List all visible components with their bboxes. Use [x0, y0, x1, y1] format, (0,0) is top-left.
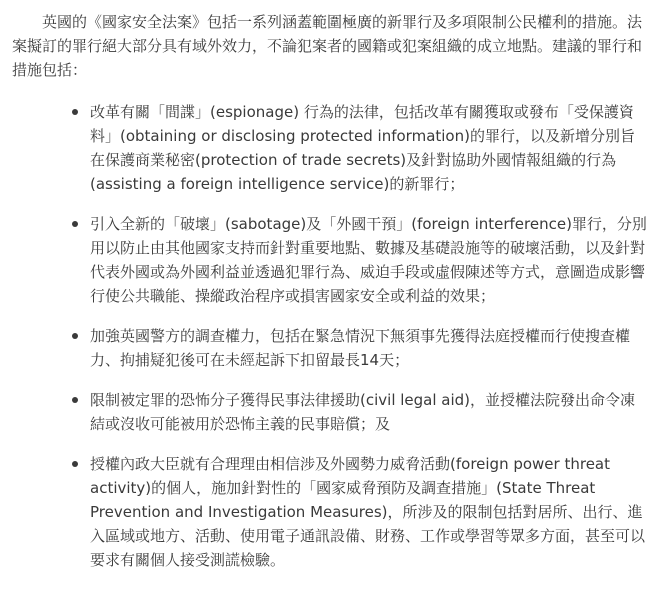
list-item-text: 授權內政大臣就有合理理由相信涉及外國勢力威脅活動(foreign power threat activity)的個人，施加針對性的「國家威脅預防及調查措施」(State Threat Prevention and Investigation Measures)，所涉及的限制包括對居所、出行、進入區域或地方、活動、使用電子通訊設備、財務、工作或學習等眾多方面，甚至可以要求有關個人接受測謊檢驗。 — [90, 455, 646, 569]
list-item — [90, 324, 648, 372]
list-item — [90, 212, 648, 308]
bullet-icon — [72, 109, 78, 115]
list-item-text: 限制被定罪的恐怖分子獲得民事法律援助(civil legal aid)，並授權法院發出命令凍結或沒收可能被用於恐怖主義的民事賠償；及 — [90, 391, 636, 433]
bullet-icon — [72, 333, 78, 339]
bullet-icon — [72, 397, 78, 403]
list-item-text: 改革有關「間諜」(espionage) 行為的法律，包括改革有關獲取或發布「受保護資料」(obtaining or disclosing protected information)的罪行，以及新增分別旨在保護商業秘密(protection of trade secrets)及針對協助外國情報組織的行為(assisting a foreign intelligence service)的新罪行； — [90, 103, 635, 193]
measures-list — [12, 100, 648, 572]
list-item-text: 引入全新的「破壞」(sabotage)及「外國干預」(foreign interference)罪行，分別用以防止由其他國家支持而針對重要地點、數據及基礎設施等的破壞活動，以及針對代表外國或為外國利益並透過犯罪行為、威迫手段或虛假陳述等方式，意圖造成影響行使公共職能、操縱政治程序或損害國家安全或利益的效果； — [90, 215, 647, 305]
bullet-icon — [72, 221, 78, 227]
bullet-icon — [72, 461, 78, 467]
intro-paragraph: 英國的《國家安全法案》包括一系列涵蓋範圍極廣的新罪行及多項限制公民權利的措施。法案擬訂的罪行絕大部分具有域外效力，不論犯案者的國籍或犯案組織的成立地點。建議的罪行和措施包括： — [12, 13, 643, 79]
list-item — [90, 388, 648, 436]
list-item — [90, 100, 648, 196]
list-item-text: 加強英國警方的調查權力，包括在緊急情況下無須事先獲得法庭授權而行使搜查權力、拘捕疑犯後可在未經起訴下扣留最長14天； — [90, 327, 631, 369]
list-item — [90, 452, 648, 572]
